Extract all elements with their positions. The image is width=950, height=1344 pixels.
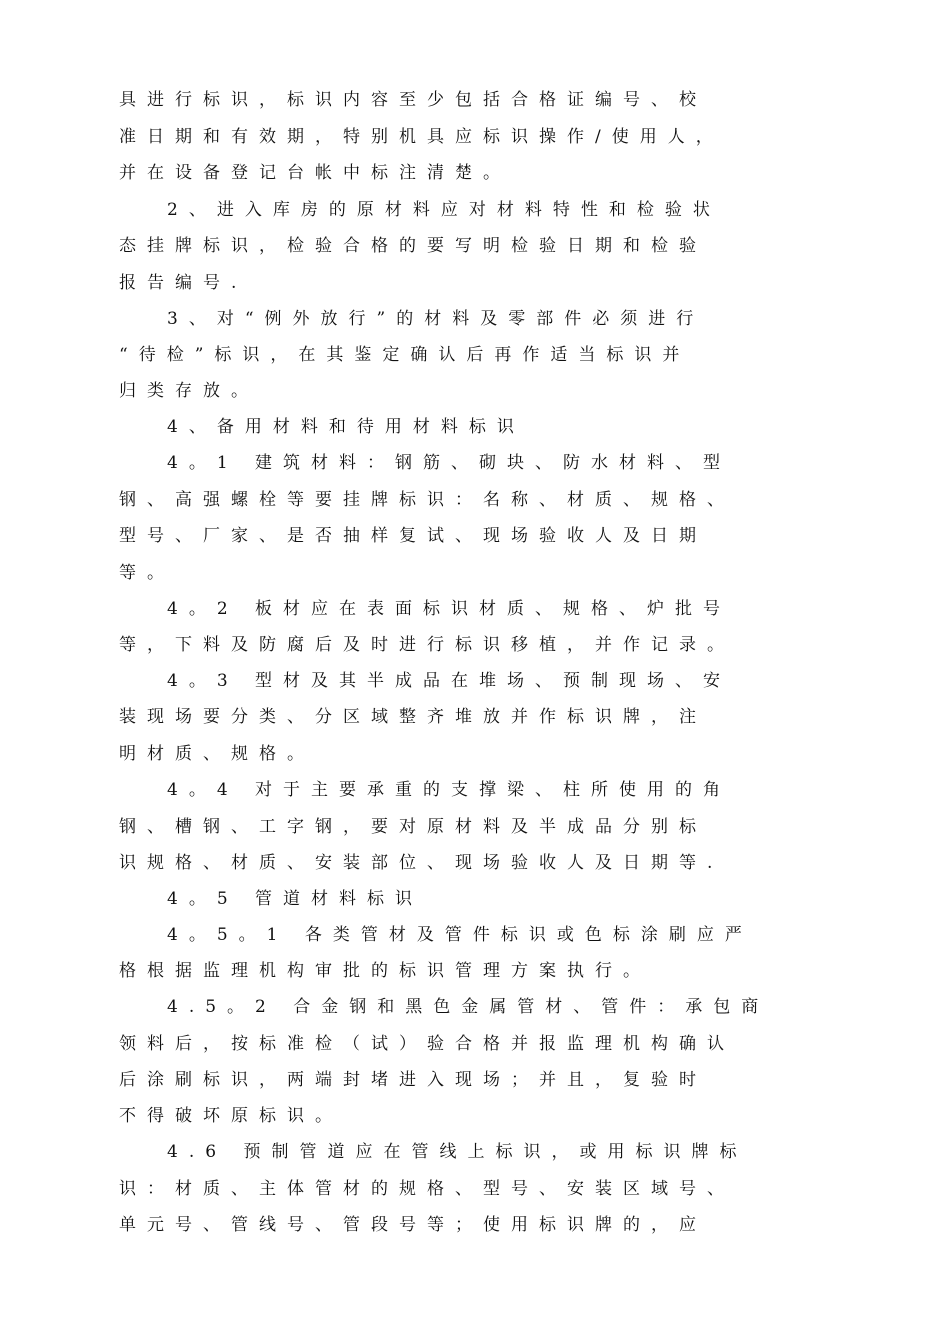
text-line: 报告编号. xyxy=(119,273,248,293)
text-line: 后涂刷标识，两端封堵进入现场；并且，复验时 xyxy=(119,1070,707,1090)
text-line: 4。4 对于主要承重的支撑梁、柱所使用的角 xyxy=(167,780,732,800)
text-line: 归类存放。 xyxy=(119,381,259,401)
text-line: 钢、槽钢、工字钢，要对原材料及半成品分别标 xyxy=(119,817,707,837)
text-line: 明材质、规格。 xyxy=(119,744,315,764)
text-line: 4.6 预制管道应在管线上标识，或用标识牌标 xyxy=(167,1142,748,1162)
text-line: 识规格、材质、安装部位、现场验收人及日期等. xyxy=(119,853,724,873)
text-line: 4.5。2 合金钢和黑色金属管材、管件：承包商 xyxy=(167,997,770,1017)
text-line: 具进行标识，标识内容至少包括合格证编号、校 xyxy=(119,90,707,110)
text-line: 钢、高强螺栓等要挂牌标识：名称、材质、规格、 xyxy=(119,490,735,510)
text-line: “待检”标识，在其鉴定确认后再作适当标识并 xyxy=(119,345,691,365)
text-line: 并在设备登记台帐中标注清楚。 xyxy=(119,163,511,183)
text-line: 态挂牌标识，检验合格的要写明检验日期和检验 xyxy=(119,236,707,256)
text-line: 格根据监理机构审批的标识管理方案执行。 xyxy=(119,961,651,981)
text-line: 4。1 建筑材料：钢筋、砌块、防水材料、型 xyxy=(167,453,732,473)
text-line: 4。2 板材应在表面标识材质、规格、炉批号 xyxy=(167,599,732,619)
text-line: 2、进入库房的原材料应对材料特性和检验状 xyxy=(167,200,721,220)
text-line: 准日期和有效期，特别机具应标识操作/使用人， xyxy=(119,127,724,147)
text-line: 单元号、管线号、管段号等；使用标识牌的，应 xyxy=(119,1215,707,1235)
text-line: 4。3 型材及其半成品在堆场、预制现场、安 xyxy=(167,671,732,691)
text-line: 型号、厂家、是否抽样复试、现场验收人及日期 xyxy=(119,526,707,546)
text-line: 装现场要分类、分区域整齐堆放并作标识牌，注 xyxy=(119,707,707,727)
text-line: 等。 xyxy=(119,563,175,583)
text-line: 4、备用材料和待用材料标识 xyxy=(167,417,525,437)
text-line: 4。5 管道材料标识 xyxy=(167,889,424,909)
text-line: 等，下料及防腐后及时进行标识移植，并作记录。 xyxy=(119,635,735,655)
text-line: 识：材质、主体管材的规格、型号、安装区域号、 xyxy=(119,1179,735,1199)
text-line: 3、对“例外放行”的材料及零部件必须进行 xyxy=(167,309,705,329)
text-line: 4。5。1 各类管材及管件标识或色标涂刷应严 xyxy=(167,925,753,945)
text-line: 不得破坏原标识。 xyxy=(119,1106,343,1126)
text-line: 领料后，按标准检（试）验合格并报监理机构确认 xyxy=(119,1034,735,1054)
